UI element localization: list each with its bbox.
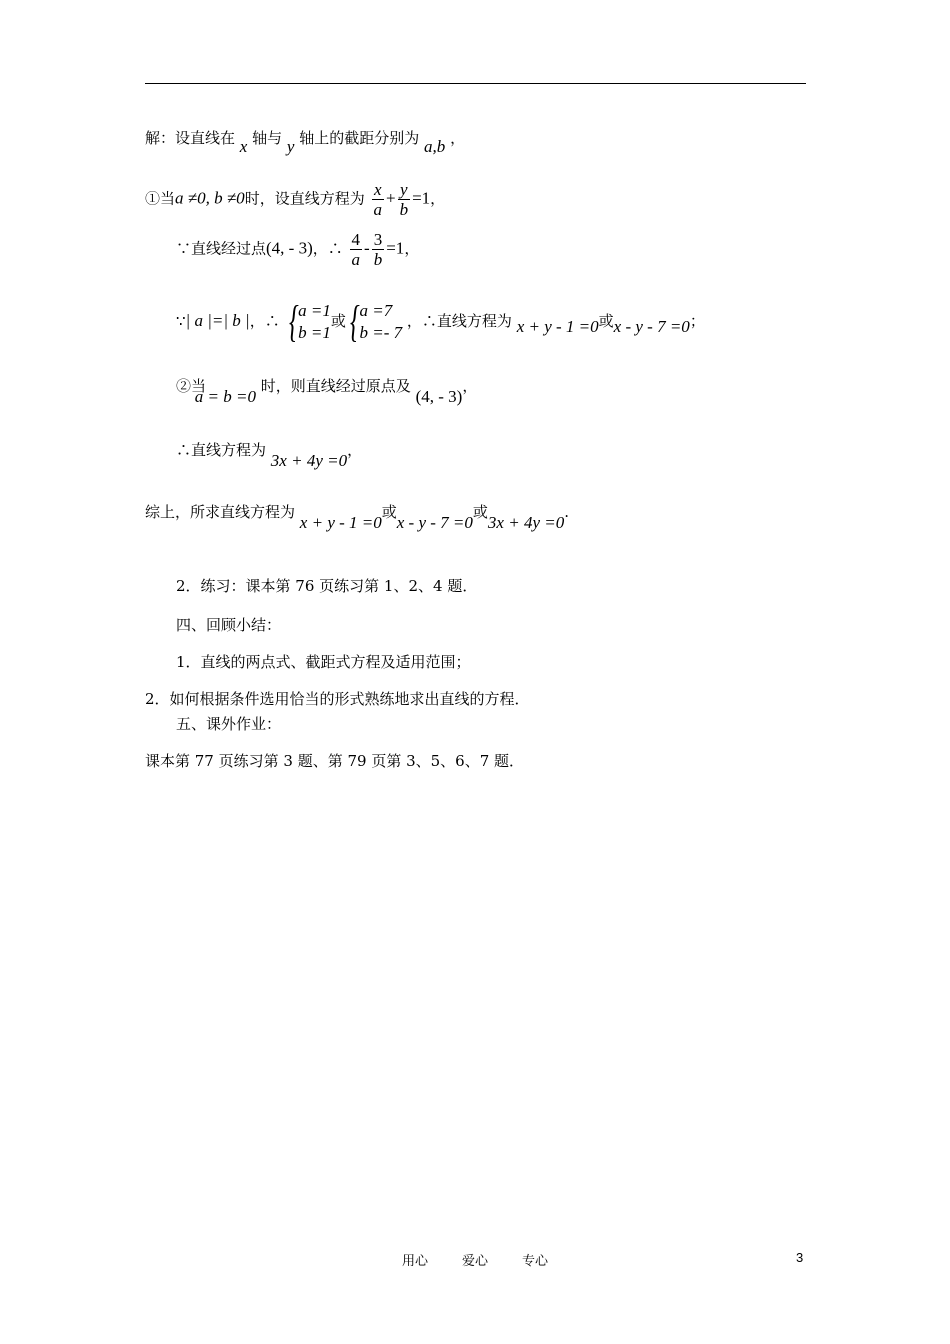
row: b =1 [298,323,331,342]
equals-one: =1 [412,188,431,208]
text: ，∴直线方程为 [406,312,512,330]
solution-line-1 [145,128,466,156]
numerator: 4 [351,230,361,249]
text: 解：设直线在 [145,129,236,147]
solution-line-6 [176,440,363,470]
equation-3: 3x + 4y =0 [487,513,565,532]
text: ②当 [176,377,207,395]
equation-2: x - y - 7 =0 [613,317,690,336]
solution-line-7 [145,502,569,532]
point: (4, - 3) [415,387,463,406]
or-text: 或 [381,503,397,521]
text: ，∴ [249,312,280,330]
equation-1: x + y - 1 =0 [299,513,382,532]
text: ∵直线经过点 [176,239,267,258]
var-ab: a,b [424,137,446,156]
review-item-1: 1．直线的两点式、截距式方程及适用范围； [176,653,471,671]
review-item-2: 2．如何根据条件选用恰当的形式熟练地求出直线的方程． [145,690,530,708]
equation: 3x + 4y =0 [270,451,348,470]
text: ∵ [176,312,186,330]
text: ， [404,239,420,258]
fraction-x-over-a [371,180,384,219]
text: ， [450,129,466,147]
footer-word: 专心 [522,1254,549,1269]
system-1 [285,297,331,346]
exercise-line: 2．练习：课本第 76 页练习第 1、2、4 题． [176,577,478,595]
row: a =1 [298,301,331,320]
brace: { [288,297,299,346]
fraction-4-over-a [350,230,363,269]
denominator: a [351,250,361,269]
text: 综上，所求直线方程为 [145,503,296,521]
solution-line-3 [176,230,419,269]
point: (4, - 3) [266,238,313,258]
numerator: x [373,180,382,199]
header-rule [145,83,806,84]
row: b =- 7 [359,323,403,342]
review-heading: 四、回顾小结： [176,616,282,634]
or-text: 或 [472,503,488,521]
homework-line: 课本第 77 页练习第 3 题、第 79 页第 3、5、6、7 题． [145,752,525,770]
solution-line-4 [176,297,705,346]
brace: { [349,297,360,346]
text: ； [689,312,705,330]
fraction-3-over-b [372,230,385,269]
text: ， [430,189,446,208]
solution-line-5 [176,376,478,406]
text: ，∴ [312,239,343,258]
page-number: 3 [796,1250,804,1265]
operator: + [385,188,396,208]
equation-2: x - y - 7 =0 [396,513,473,532]
solution-line-2 [145,180,445,219]
condition: a = b =0 [194,387,256,406]
system-2 [346,297,403,346]
text: 轴与 [252,129,283,147]
denominator: b [399,200,409,219]
footer-word: 用心 [401,1254,428,1269]
page-footer [0,1250,950,1269]
numerator: y [400,180,408,199]
text: ∴直线方程为 [176,441,267,459]
numerator: 3 [373,230,383,249]
or-text: 或 [330,312,346,330]
footer-word: 爱心 [461,1254,488,1269]
text: ①当 [145,189,176,208]
text: 轴上的截距分别为 [299,129,420,147]
text: . [564,503,569,521]
text: ， [347,441,363,459]
operator: - [364,238,370,258]
abs-condition: | a |=| b | [185,311,250,330]
condition: a ≠0, b ≠0 [175,188,245,208]
var-y: y [286,137,295,156]
denominator: b [373,250,383,269]
denominator: a [373,200,382,219]
fraction-y-over-b [398,180,411,219]
text: 时，设直线方程为 [244,189,365,208]
equals-one: =1 [386,238,405,258]
text: ， [462,377,478,395]
var-x: x [239,137,248,156]
text: 时，则直线经过原点及 [260,377,411,395]
row: a =7 [359,301,393,320]
homework-heading: 五、课外作业： [176,715,282,733]
equation-1: x + y - 1 =0 [516,317,599,336]
or-text: 或 [598,312,614,330]
